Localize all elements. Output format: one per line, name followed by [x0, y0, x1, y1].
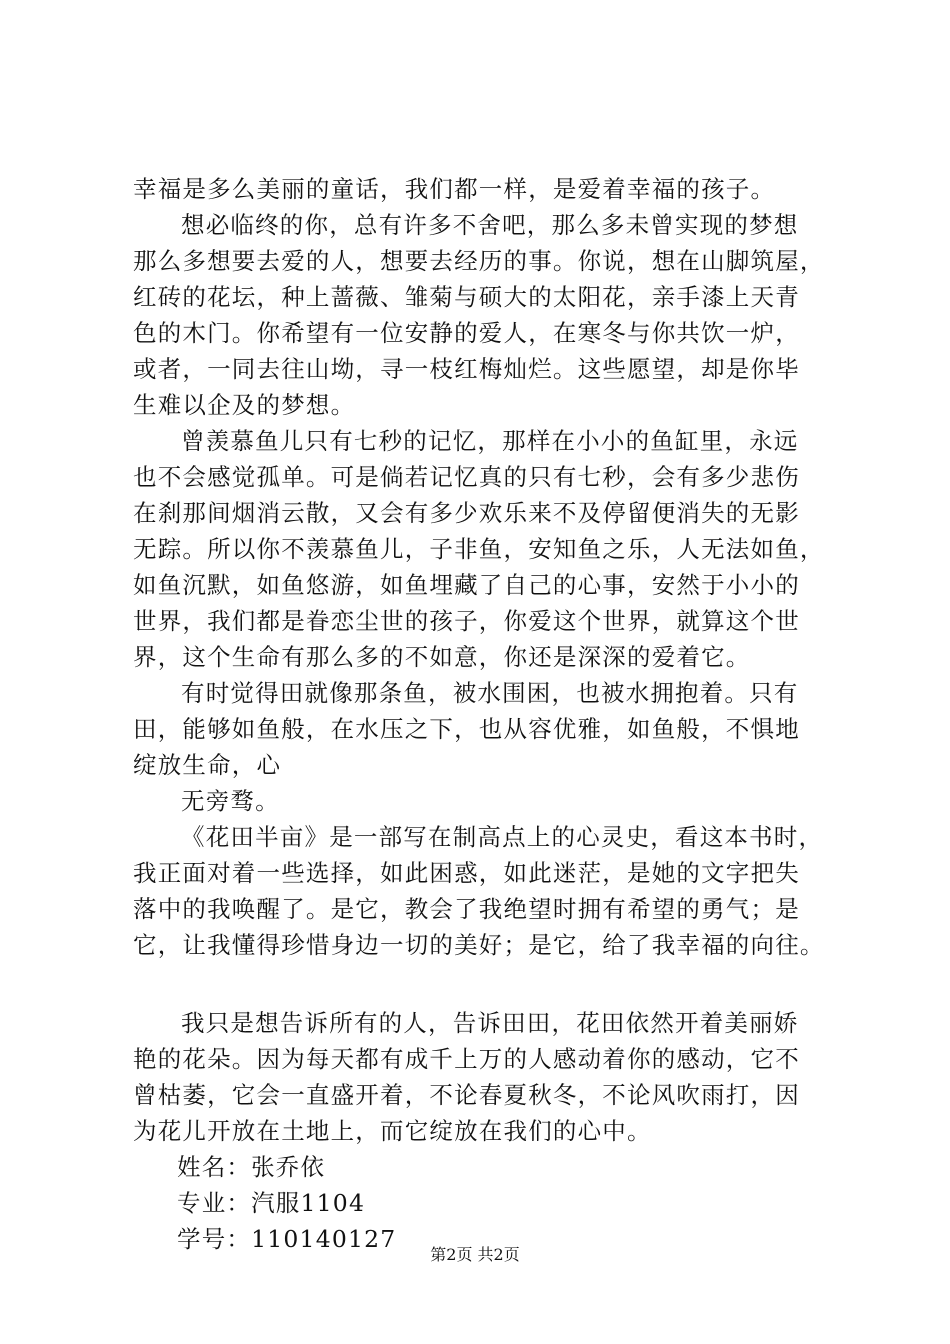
text-line: 田，能够如鱼般，在水压之下，也从容优雅，如鱼般，不惧地 [133, 715, 800, 743]
text-line: 艳的花朵。因为每天都有成千上万的人感动着你的感动，它不 [133, 1045, 800, 1073]
text-line: 《花田半亩》是一部写在制高点上的心灵史，看这本书时， [181, 823, 824, 851]
text-line: 世界，我们都是眷恋尘世的孩子，你爱这个世界，就算这个世 [133, 607, 800, 635]
page-number: 第2页 共2页 [430, 1245, 520, 1264]
text-line: 想必临终的你，总有许多不舍吧，那么多未曾实现的梦想 [181, 211, 799, 239]
text-line: 为花儿开放在土地上，而它绽放在我们的心中。 [133, 1117, 652, 1145]
text-line: 色的木门。你希望有一位安静的爱人，在寒冬与你共饮一炉， [133, 319, 800, 347]
text-line: 界，这个生命有那么多的不如意，你还是深深的爱着它。 [133, 643, 751, 671]
text-line: 那么多想要去爱的人，想要去经历的事。你说，想在山脚筑屋， [133, 247, 825, 275]
text-line: 曾枯萎，它会一直盛开着，不论春夏秋冬，不论风吹雨打，因 [133, 1081, 800, 1109]
text-line: 我只是想告诉所有的人，告诉田田，花田依然开着美丽娇 [181, 1009, 799, 1037]
text-line: 绽放生命，心 [133, 751, 282, 779]
author-student-id: 学号：110140127 [177, 1225, 397, 1253]
text-line: 曾羡慕鱼儿只有七秒的记忆，那样在小小的鱼缸里，永远 [181, 427, 799, 455]
author-major: 专业：汽服1104 [177, 1189, 366, 1217]
text-line: 无踪。所以你不羡慕鱼儿，子非鱼，安知鱼之乐，人无法如鱼， [133, 535, 825, 563]
text-line: 我正面对着一些选择，如此困惑，如此迷茫，是她的文字把失 [133, 859, 800, 887]
text-line: 生难以企及的梦想。 [133, 391, 356, 419]
text-line: 有时觉得田就像那条鱼，被水围困，也被水拥抱着。只有 [181, 679, 799, 707]
text-line: 在刹那间烟消云散，又会有多少欢乐来不及停留便消失的无影 [133, 499, 800, 527]
text-line: 落中的我唤醒了。是它，教会了我绝望时拥有希望的勇气；是 [133, 895, 800, 923]
text-line: 红砖的花坛，种上蔷薇、雏菊与硕大的太阳花，亲手漆上天青 [133, 283, 800, 311]
text-line: 无旁骛。 [181, 787, 280, 815]
text-line: 它，让我懂得珍惜身边一切的美好；是它，给了我幸福的向往。 [133, 931, 825, 959]
text-line: 也不会感觉孤单。可是倘若记忆真的只有七秒，会有多少悲伤 [133, 463, 800, 491]
text-line: 如鱼沉默，如鱼悠游，如鱼埋藏了自己的心事，安然于小小的 [133, 571, 800, 599]
author-name: 姓名：张乔依 [177, 1153, 326, 1181]
text-line: 幸福是多么美丽的童话，我们都一样，是爱着幸福的孩子。 [133, 175, 776, 203]
text-line: 或者，一同去往山坳，寻一枝红梅灿烂。这些愿望，却是你毕 [133, 355, 800, 383]
